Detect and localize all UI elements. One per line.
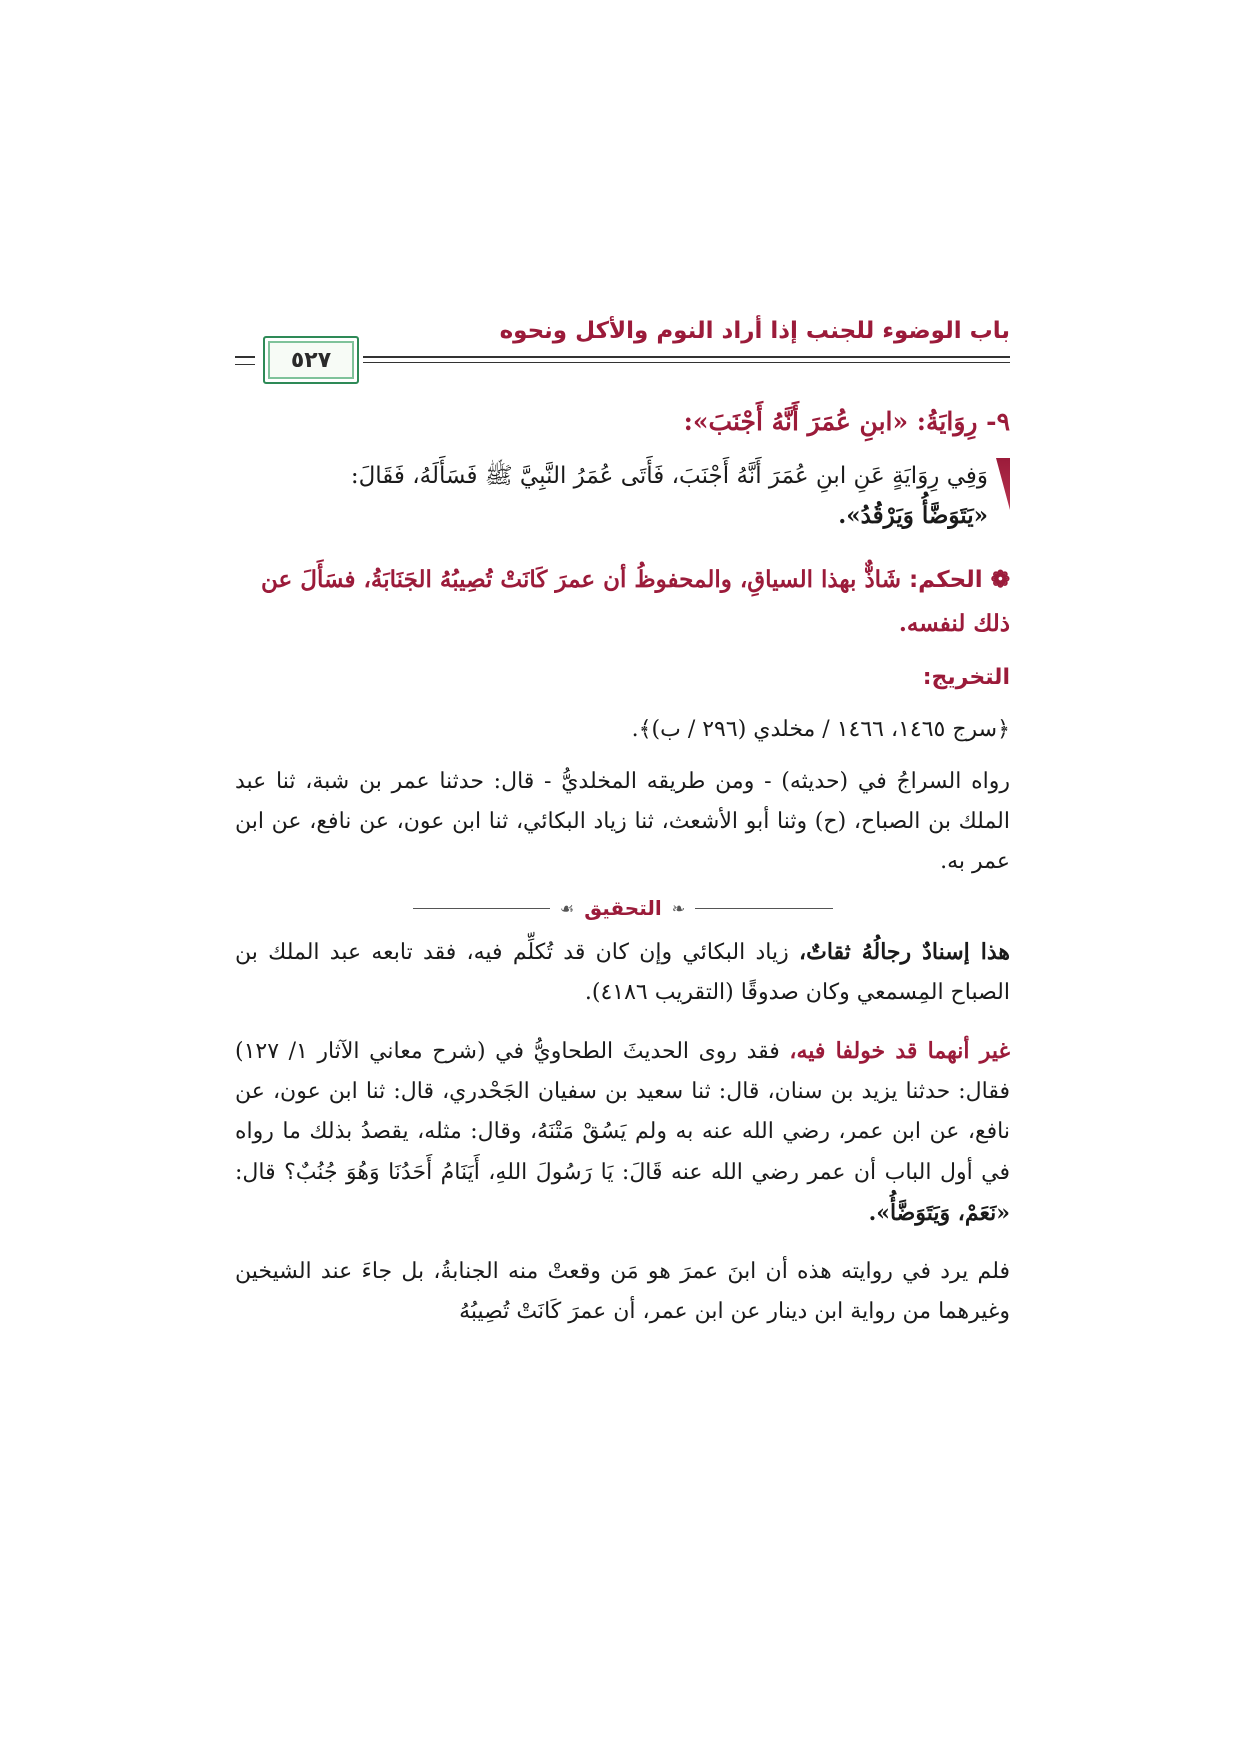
isnad-verdict: هذا إسنادٌ رجالُهُ ثقاتٌ، [799, 939, 1010, 965]
chapter-title: باب الوضوء للجنب إذا أراد النوم والأكل ونحوه [499, 318, 1010, 344]
contradiction-detail: فقد روى الحديثَ الطحاويُّ في (شرح معاني الآثار ١/ ١٢٧) فقال: حدثنا يزيد بن سنان، قال: ثنا سعيد بن سفيان الجَحْدري، قال: ثنا ابن عون، عن نافع، عن ابن عمر، رضي الله عنه به ولم يَسُقْ مَتْنَهُ، وقال: مثله، يقصدُ بذلك ما رواه في أول الباب أن عمر رضي الله عنه قَالَ: يَا رَسُولَ اللهِ، أَيَنَامُ أَحَدُنَا وَهُوَ جُنُبٌ؟ قال: [235, 1039, 1010, 1185]
takhrij-heading: التخريج: [922, 665, 1010, 690]
paragraph-narrators: رواه السراجُ في (حديثه) - ومن طريقه المخلديُّ - قال: حدثنا عمر بن شبة، ثنا عبد الملك بن الصباح، (ح) وثنا أبو الأشعث، ثنا زياد البكائي، ثنا ابن عون، عن نافع، عن ابن عمر به. [235, 769, 1010, 874]
running-header [235, 318, 1010, 380]
ruling-label: الحكم: [908, 567, 983, 593]
paragraph-isnad [235, 932, 1010, 1013]
book-page [235, 318, 1010, 1332]
contradiction-verdict: غير أنهما قد خولفا فيه، [789, 1038, 1010, 1064]
ruling-text: شَاذٌّ بهذا السياقِ، والمحفوظُ أن عمرَ كَانَتْ تُصِيبُهُ الجَنَابَةُ، فسَأَلَ عن ذلك لنفسه. [261, 566, 1010, 637]
paragraph-contradiction [235, 1031, 1010, 1234]
tahqiq-divider [413, 896, 833, 920]
ruling-block [235, 558, 1010, 646]
tahqiq-label: التحقيق [584, 896, 662, 920]
ruling-flower-icon: ❁ [990, 566, 1010, 593]
section-heading: ٩- رِوَايَةُ: «ابنِ عُمَرَ أَنَّهُ أَجْنَبَ»: [683, 407, 1010, 436]
divider-line [695, 908, 832, 909]
paragraph-conclusion: فلم يرد في روايته هذه أن ابنَ عمرَ هو مَن وقعتْ منه الجنابةُ، بل جاءَ عند الشيخين وغيرهما من رواية ابن دينار عن ابن عمر، أن عمرَ كَانَتْ تُصِيبُهُ [235, 1259, 1010, 1324]
header-rule [363, 356, 1010, 358]
narration-text: وَفِي رِوَايَةٍ عَنِ ابنِ عُمَرَ أَنَّهُ أَجْنَبَ، فَأَتَى عُمَرُ النَّبِيَّ ﷺ فَسَأَلَهُ، فَقَالَ: [350, 463, 988, 489]
narration-block [235, 456, 1010, 536]
divider-ornament-icon: ☙ [559, 898, 575, 918]
page-number: ٥٢٧ [290, 347, 332, 373]
takhrij-sources: ﴿سرج ١٤٦٥، ١٤٦٦ / مخلدي (٢٩٦ / ب)﴾. [631, 717, 1010, 742]
divider-line [413, 908, 550, 909]
header-rule-left [235, 356, 255, 365]
page-number-badge [263, 336, 359, 384]
contradiction-quote: «نَعَمْ، وَيَتَوَضَّأُ». [868, 1200, 1010, 1226]
narration-quote: «يَتَوَضَّأُ وَيَرْقُدُ». [838, 502, 988, 529]
header-rule-thin [363, 362, 1010, 363]
corner-ornament-icon [996, 458, 1010, 510]
divider-ornament-icon: ❧ [671, 898, 686, 918]
isnad-detail: زياد البكائي وإن كان قد تُكلِّم فيه، فقد تابعه عبد الملك بن الصباح المِسمعي وكان صدوقًا (التقريب ٤١٨٦). [235, 940, 1010, 1005]
